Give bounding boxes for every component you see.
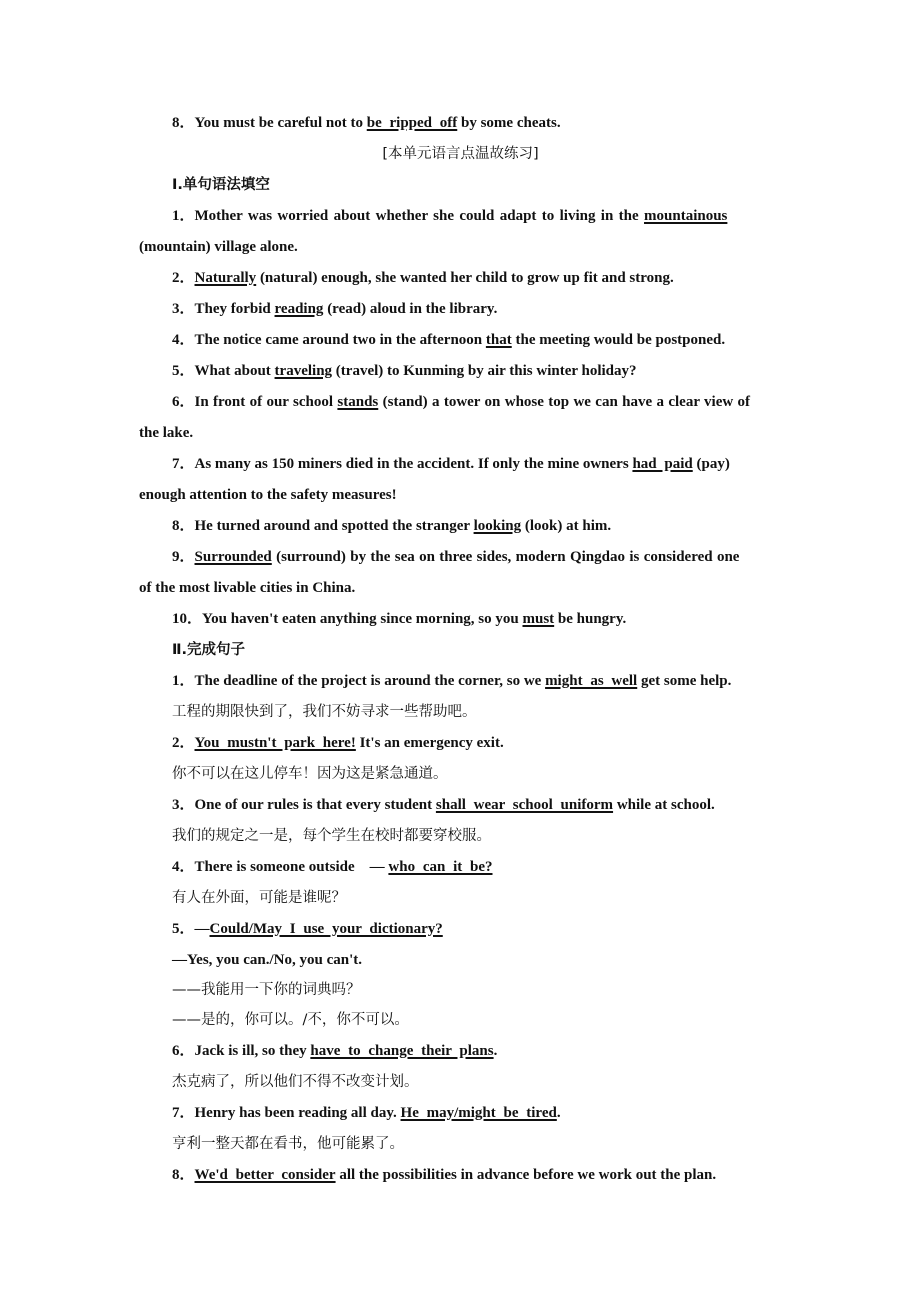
sentence-item-6: 6．Jack is ill, so they have to change their plans. <box>172 1043 498 1059</box>
sentence-item-2: 2．You mustn't park here! It's an emergency exit. <box>172 735 504 751</box>
part1-heading: Ⅰ.单句语法填空 <box>172 177 270 193</box>
answer: be ripped off <box>366 115 458 131</box>
answer: Could/May I use your dictionary? <box>209 921 443 937</box>
sentence-item-1-translation: 工程的期限快到了，我们不妨寻求一些帮助吧。 <box>172 704 477 720</box>
section-title: [本单元语言点温故练习] <box>382 146 539 162</box>
prev-item-8: 8．You must be careful not to be ripped off by some cheats. <box>172 115 561 131</box>
sentence-item-5-reply: —Yes, you can./No, you can't. <box>172 952 363 968</box>
answer: must <box>522 611 555 627</box>
sentence-item-5-translation-reply: ——是的，你可以。/不，你不可以。 <box>172 1012 409 1028</box>
part2-heading: Ⅱ.完成句子 <box>172 642 246 658</box>
sentence-item-3-translation: 我们的规定之一是，每个学生在校时都要穿校服。 <box>172 828 491 844</box>
grammar-item-7: 7．As many as 150 miners died in the accident. If only the mine owners had paid (pay) <box>172 456 730 472</box>
answer: reading <box>274 301 324 317</box>
sentence-item-5: 5．—Could/May I use your dictionary? <box>172 921 443 937</box>
grammar-item-2: 2．Naturally (natural) enough, she wanted her child to grow up fit and strong. <box>172 270 674 286</box>
answer: had paid <box>632 456 693 472</box>
answer: that <box>485 332 512 348</box>
answer: Surrounded <box>194 549 272 565</box>
answer: Naturally <box>194 270 257 286</box>
grammar-item-9: 9．Surrounded (surround) by the sea on three sides, modern Qingdao is considered one <box>172 549 740 565</box>
grammar-item-4: 4．The notice came around two in the afternoon that the meeting would be postponed. <box>172 332 726 348</box>
grammar-item-10: 10．You haven't eaten anything since morning, so you must be hungry. <box>172 611 627 627</box>
answer: looking <box>473 518 522 534</box>
sentence-item-6-translation: 杰克病了，所以他们不得不改变计划。 <box>172 1074 419 1090</box>
sentence-item-4: 4．There is someone outside — who can it be? <box>172 859 493 875</box>
grammar-item-1: 1．Mother was worried about whether she could adapt to living in the mountainous <box>172 208 728 224</box>
sentence-item-1: 1．The deadline of the project is around the corner, so we might as well get some help. <box>172 673 732 689</box>
grammar-item-1-cont: (mountain) village alone. <box>139 239 298 255</box>
item-number: 8． <box>172 115 195 131</box>
grammar-item-6-cont: the lake. <box>139 425 194 441</box>
answer: who can it be? <box>388 859 493 875</box>
answer: We'd better consider <box>194 1167 336 1183</box>
answer: mountainous <box>644 208 728 224</box>
grammar-item-5: 5．What about traveling (travel) to Kunming by air this winter holiday? <box>172 363 637 379</box>
sentence-item-7-translation: 亨利一整天都在看书，他可能累了。 <box>172 1136 404 1152</box>
document-page <box>139 108 782 1191</box>
grammar-item-8: 8．He turned around and spotted the stranger looking (look) at him. <box>172 518 612 534</box>
sentence-item-4-translation: 有人在外面，可能是谁呢？ <box>172 890 346 906</box>
answer: might as well <box>545 673 638 689</box>
grammar-item-6: 6．In front of our school stands (stand) a tower on whose top we can have a clear view of <box>172 394 751 410</box>
sentence-item-5-translation: ——我能用一下你的词典吗？ <box>172 982 361 998</box>
sentence-item-3: 3．One of our rules is that every student shall wear school uniform while at school. <box>172 797 715 813</box>
answer: You mustn't park here! <box>194 735 356 751</box>
answer: have to change their plans <box>310 1043 494 1059</box>
answer: traveling <box>274 363 333 379</box>
answer: He may/might be tired <box>400 1105 557 1121</box>
answer: stands <box>337 394 379 410</box>
grammar-item-9-cont: of the most livable cities in China. <box>139 580 356 596</box>
sentence-item-2-translation: 你不可以在这儿停车！因为这是紧急通道。 <box>172 766 448 782</box>
sentence-item-7: 7．Henry has been reading all day. He may/might be tired. <box>172 1105 561 1121</box>
sentence-item-8: 8．We'd better consider all the possibilities in advance before we work out the plan. <box>172 1167 717 1183</box>
grammar-item-3: 3．They forbid reading (read) aloud in the library. <box>172 301 498 317</box>
grammar-item-7-cont: enough attention to the safety measures! <box>139 487 397 503</box>
answer: shall wear school uniform <box>435 797 614 813</box>
